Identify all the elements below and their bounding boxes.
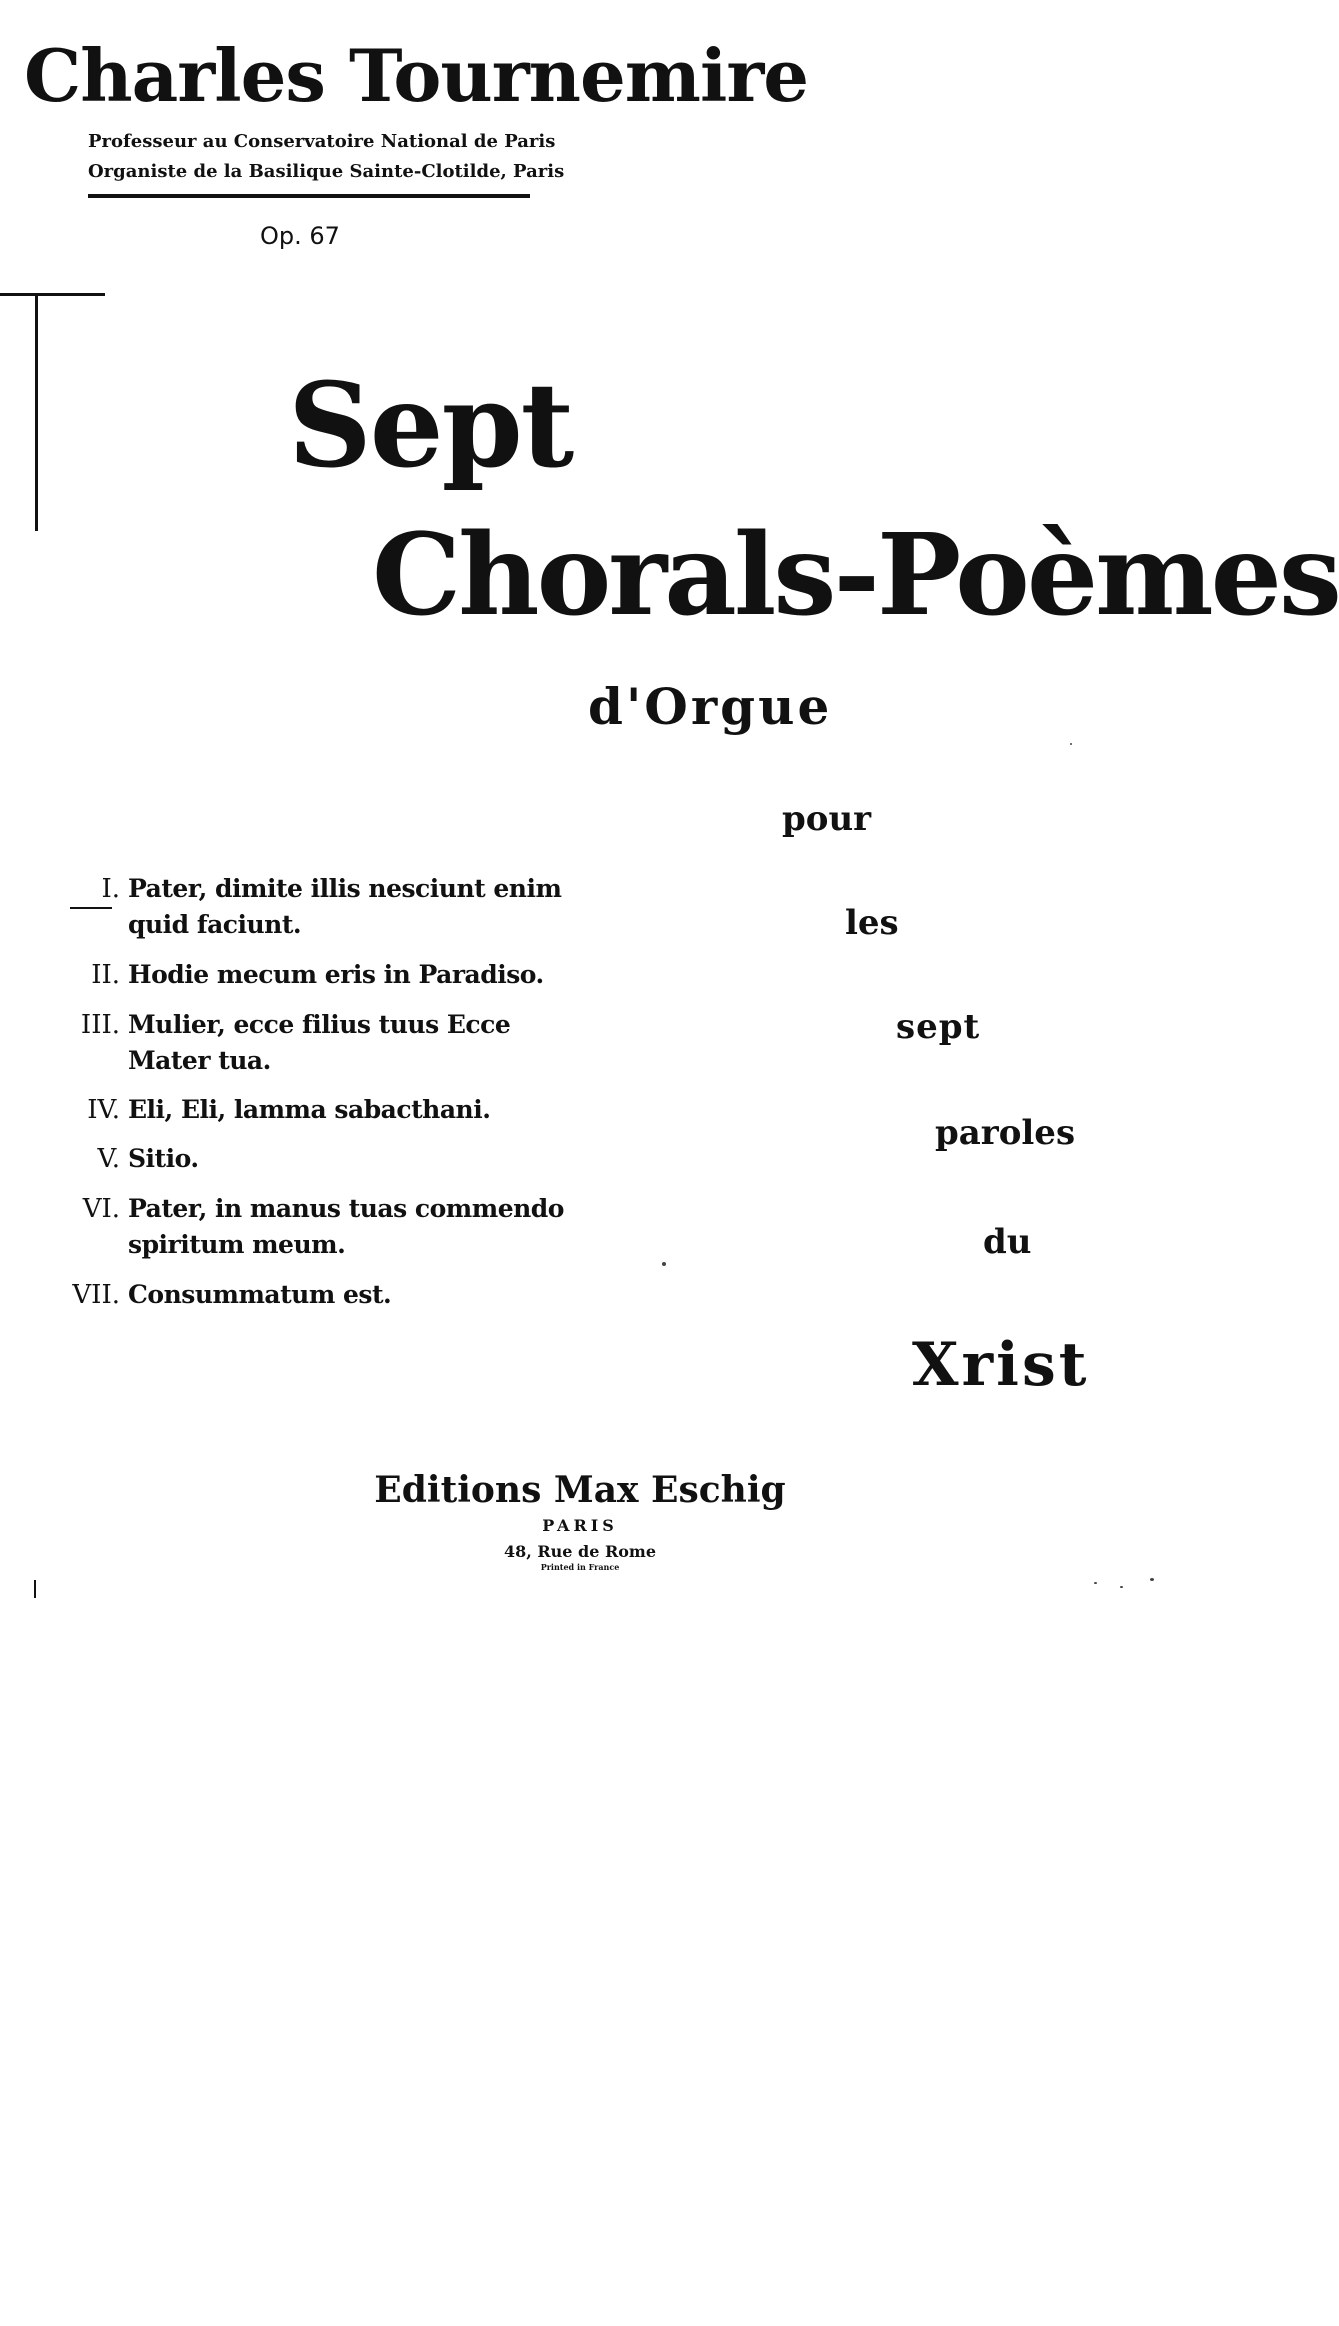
publisher-city: PARIS xyxy=(542,1516,618,1535)
contents-line: Mulier, ecce filius tuus Ecce xyxy=(128,1010,511,1039)
subtitle-word-christ: Xrist xyxy=(912,1330,1090,1400)
scan-speck xyxy=(1120,1586,1123,1588)
scan-speck xyxy=(1094,1582,1097,1584)
subtitle-word-pour: pour xyxy=(782,799,872,839)
contents-line: Hodie mecum eris in Paradiso. xyxy=(128,960,544,989)
contents-numeral: VI. xyxy=(82,1194,120,1224)
bracket-vertical-line xyxy=(35,293,38,531)
contents-first-underline xyxy=(70,907,112,909)
contents-line: Eli, Eli, lamma sabacthani. xyxy=(128,1095,491,1124)
contents-numeral: I. xyxy=(101,874,120,904)
opus-number: Op. 67 xyxy=(260,222,340,250)
contents-line: Pater, dimite illis nesciunt enim xyxy=(128,874,562,903)
composer-name: Charles Tournemire xyxy=(24,33,809,118)
subtitle-word-sept: sept xyxy=(896,1007,981,1047)
contents-line: Pater, in manus tuas commendo xyxy=(128,1194,564,1223)
bracket-horizontal-line xyxy=(0,293,105,296)
scan-tick-mark xyxy=(34,1580,36,1598)
contents-line: Sitio. xyxy=(128,1144,199,1173)
scan-speck xyxy=(662,1262,666,1266)
subtitle-word-du: du xyxy=(983,1222,1032,1262)
scan-speck xyxy=(1150,1578,1154,1581)
contents-numeral: III. xyxy=(80,1010,120,1040)
title-orgue: d'Orgue xyxy=(588,677,833,736)
publisher-address: 48, Rue de Rome xyxy=(503,1542,657,1561)
contents-numeral: IV. xyxy=(87,1095,120,1125)
contents-line: Consummatum est. xyxy=(128,1280,392,1309)
contents-numeral: II. xyxy=(91,960,120,990)
printed-in-notice: Printed in France xyxy=(540,1562,620,1572)
header-rule xyxy=(88,194,530,198)
affiliation-conservatoire: Professeur au Conservatoire National de Paris xyxy=(88,131,556,152)
affiliation-basilique: Organiste de la Basilique Sainte-Clotilde, Paris xyxy=(88,161,565,182)
scan-speck xyxy=(1070,743,1072,745)
contents-numeral: V. xyxy=(97,1144,120,1174)
title-chorals-poemes: Chorals-Poèmes xyxy=(372,510,1339,641)
contents-numeral: VII. xyxy=(72,1280,120,1310)
title-sept: Sept xyxy=(288,358,573,494)
subtitle-word-les: les xyxy=(845,903,899,943)
contents-line: spiritum meum. xyxy=(128,1230,346,1259)
publisher-name: Editions Max Eschig xyxy=(374,1469,786,1511)
subtitle-word-paroles: paroles xyxy=(935,1113,1076,1153)
contents-line: quid faciunt. xyxy=(128,910,302,939)
contents-line: Mater tua. xyxy=(128,1046,271,1075)
